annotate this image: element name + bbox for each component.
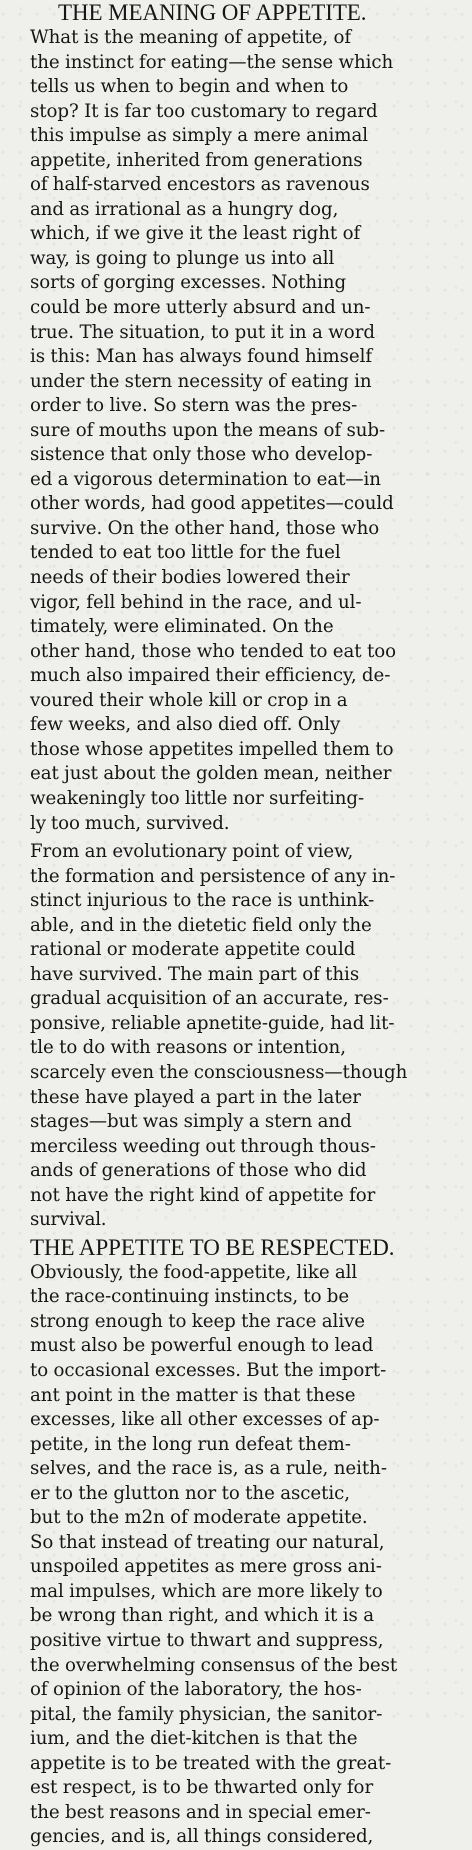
text-line: and as irrational as a hungry dog, (30, 198, 339, 220)
text-line: have survived. The main part of this (30, 963, 360, 985)
text-line: the instinct for eating—the sense which (30, 51, 394, 73)
text-line: pital, the family physician, the sanitor- (30, 1703, 383, 1725)
text-line: ly too much, survived. (30, 812, 230, 834)
text-line: survive. On the other hand, those who (30, 517, 380, 539)
paragraph-respected (30, 1261, 470, 1850)
text-line: So that instead of treating our natural, (30, 1531, 385, 1553)
text-line: ed a vigorous determination to eat—in (30, 468, 381, 490)
text-line: is this: Man has always found himself (30, 346, 373, 368)
text-line: positive virtue to thwart and suppress, (30, 1630, 384, 1651)
text-line: sistence that only those who develop- (30, 444, 373, 466)
text-line: the race-continuing instincts, to be (30, 1286, 350, 1308)
text-line: weakeningly too little nor surfeiting- (30, 787, 365, 809)
text-line: tle to do with reasons or intention, (30, 1037, 346, 1059)
text-line: true. The situation, to put it in a word (30, 321, 375, 343)
text-line: not have the right kind of appetite for (30, 1184, 376, 1206)
text-line: able, and in the dietetic field only the (30, 914, 372, 936)
text-line: ands of generations of those who did (30, 1160, 367, 1182)
text-line: eat just about the golden mean, neither (30, 763, 392, 785)
text-line: other words, had good appetites—could (30, 493, 394, 515)
text-line: tended to eat too little for the fuel (30, 542, 341, 564)
text-line: ant point in the matter is that these (30, 1384, 356, 1406)
text-line: From an evolutionary point of view, (30, 841, 354, 863)
text-line: but to the m2n of moderate appetite. (30, 1507, 368, 1529)
text-line: which, if we give it the least right of (30, 223, 361, 245)
section-heading-meaning: THE MEANING OF APPETITE. (58, 0, 367, 25)
text-line: few weeks, and also died off. Only (30, 714, 341, 736)
text-line: rational or moderate appetite could (30, 939, 356, 961)
text-line: voured their whole kill or crop in a (30, 689, 348, 711)
text-line: be wrong than right, and which it is a (30, 1605, 375, 1627)
text-line: other hand, those who tended to eat too (30, 640, 397, 662)
text-line: gencies, and is, all things considered, (30, 1826, 374, 1848)
text-line: stop? It is far too customary to regard (30, 100, 378, 122)
text-line: mal impulses, which are more likely to (30, 1580, 383, 1602)
text-line: excesses, like all other excesses of ap- (30, 1409, 380, 1431)
text-line: needs of their bodies lowered their (30, 567, 350, 589)
text-line: merciless weeding out through thous- (30, 1135, 376, 1157)
text-line: sure of mouths upon the means of sub- (30, 419, 386, 441)
paragraph-meaning (30, 26, 470, 836)
text-line: timately, were eliminated. On the (30, 616, 334, 638)
text-line: stinct injurious to the race is unthink- (30, 890, 375, 912)
text-line: the formation and persistence of any in- (30, 865, 396, 887)
text-line: survival. (30, 1209, 107, 1231)
text-line: the overwhelming consensus of the best (30, 1654, 398, 1676)
text-line: petite, in the long run defeat them- (30, 1433, 351, 1455)
text-line: ium, and the diet-kitchen is that the (30, 1728, 358, 1750)
text-line: gradual acquisition of an accurate, res- (30, 988, 389, 1010)
paragraph-evolutionary (30, 840, 470, 1233)
text-line: appetite, inherited from generations (30, 149, 363, 171)
text-line: could be more utterly absurd and un- (30, 297, 371, 319)
text-line: of half-starved encestors as ravenous (30, 174, 370, 196)
article-column (30, 0, 470, 1850)
text-line: selves, and the race is, as a rule, neith- (30, 1458, 387, 1480)
text-line: est respect, is to be thwarted only for (30, 1777, 374, 1799)
text-line: way, is going to plunge us into all (30, 247, 335, 269)
text-line: scarcely even the consciousness—though (30, 1061, 408, 1083)
text-line: sorts of gorging excesses. Nothing (30, 272, 347, 294)
text-line: to occasional excesses. But the import- (30, 1359, 387, 1381)
text-line: ponsive, reliable apnetite-guide, had lit- (30, 1012, 395, 1034)
text-line: those whose appetites impelled them to (30, 738, 394, 760)
section-heading-respected: THE APPETITE TO BE RESPECTED. (30, 1234, 395, 1260)
text-line: stages—but was simply a stern and (30, 1111, 352, 1133)
text-line: much also impaired their efficiency, de- (30, 665, 391, 687)
text-line: this impulse as simply a mere animal (30, 125, 369, 147)
text-line: tells us when to begin and when to (30, 76, 349, 98)
text-line: must also be powerful enough to lead (30, 1335, 374, 1357)
text-line: appetite is to be treated with the great- (30, 1752, 392, 1774)
text-line: of opinion of the laboratory, the hos- (30, 1679, 362, 1701)
text-line: the best reasons and in special emer- (30, 1801, 371, 1823)
text-line: What is the meaning of appetite, of (30, 27, 352, 48)
text-line: er to the glutton nor to the ascetic, (30, 1482, 350, 1504)
text-line: under the stern necessity of eating in (30, 370, 372, 392)
text-line: these have played a part in the later (30, 1086, 361, 1108)
text-line: Obviously, the food-appetite, like all (30, 1261, 358, 1283)
text-line: strong enough to keep the race alive (30, 1310, 366, 1332)
text-line: unspoiled appetites as mere gross ani- (30, 1556, 382, 1578)
text-line: order to live. So stern was the pres- (30, 395, 358, 417)
text-line: vigor, fell behind in the race, and ul- (30, 591, 362, 613)
